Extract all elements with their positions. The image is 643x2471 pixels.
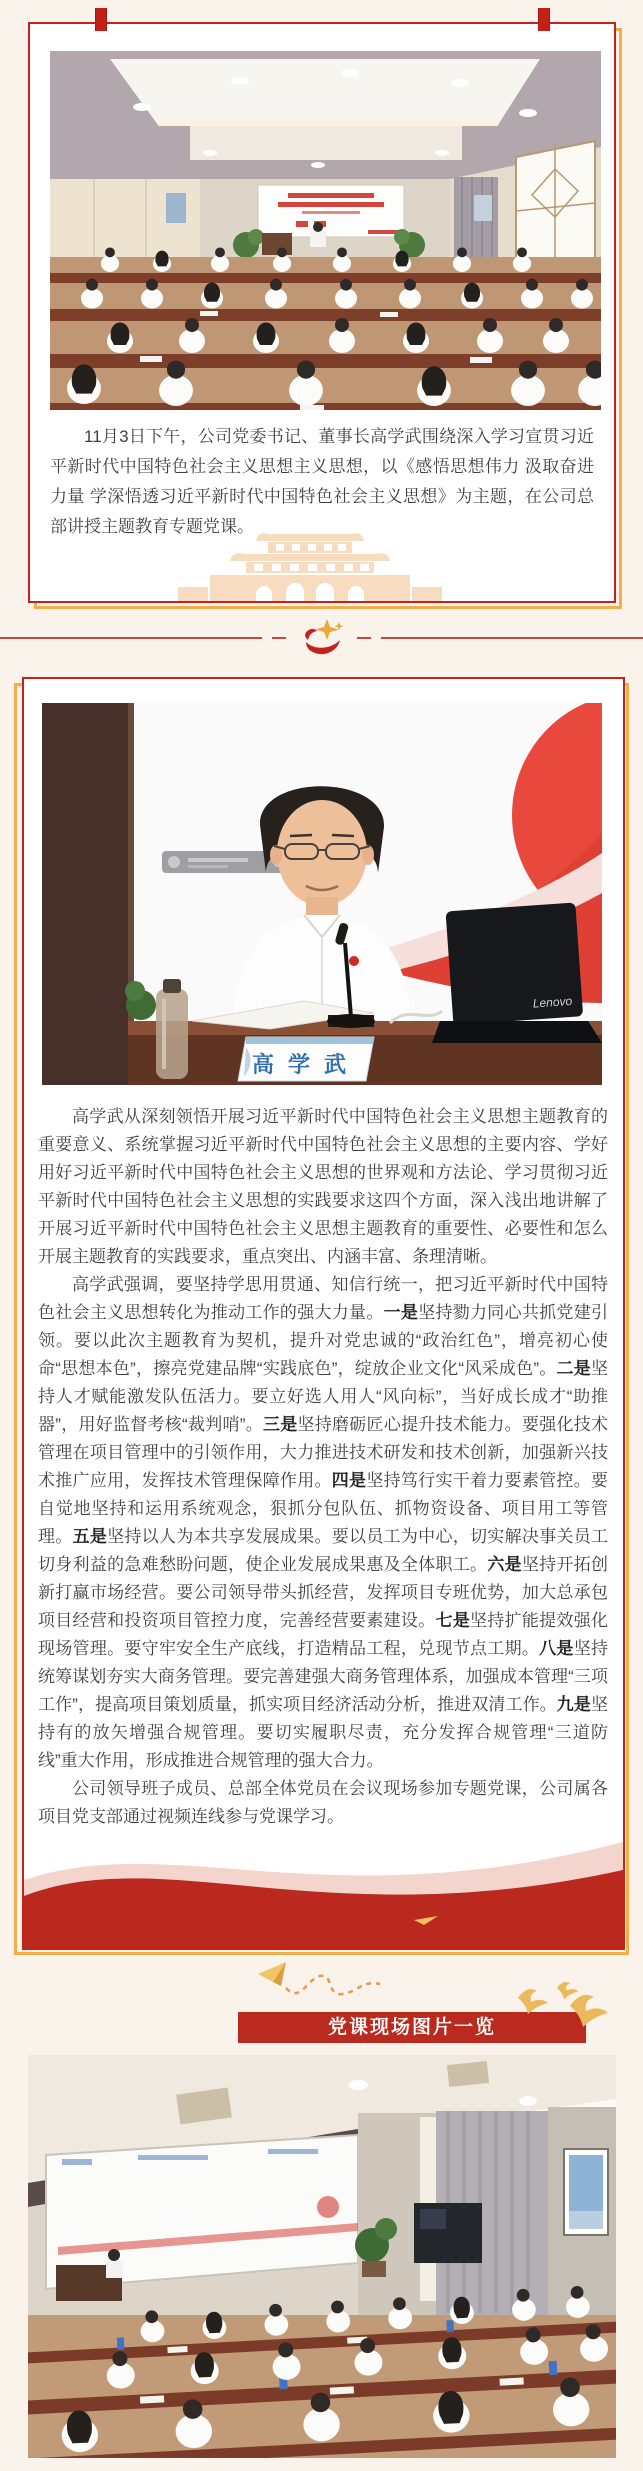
doves-icon [512,1980,617,2036]
name-plate-text: 高学武 [251,1052,361,1077]
photo-conference-room[interactable] [50,51,601,410]
emphasis-run: 七是 [435,1611,471,1630]
emphasis-run: 三是 [262,1415,298,1434]
paper-plane-doodle-icon [250,1958,410,2008]
wave-decoration [24,1828,623,1948]
frame-tab-right [538,8,550,31]
photo-speaker[interactable] [42,703,602,1085]
card2-paragraph-1: 高学武从深刻领悟开展习近平新时代中国特色社会主义思想主题教育的重要意义、系统掌握习近平新时代中国特色社会主义思想的主要内容、学好用好习近平新时代中国特色社会主义思想的世界观和方法论、学习贯彻习近平新时代中国特色社会主义思想的实践要求这四个方面，深入浅出地讲解了开展习近平新时代中国特色社会主义思想主题教育的重要性、必要性和怎么开展主题教育的实践要求，重点突出、内涵丰富、条理清晰。 [38,1107,608,1266]
card1-paragraph: 11月3日下午，公司党委书记、董事长高学武围绕深入学习宣贯习近平新时代中国特色社会主义思想主义思想，以《感悟思想伟力 汲取奋进力量 学深悟透习近平新时代中国特色社会主义思想》为主题，在公司总部讲授主题教育专题党课。 [50,427,594,536]
star-ribbon-emblem-icon [301,619,345,657]
laptop-brand-text: Lenovo [532,993,573,1011]
emphasis-run: 一是 [383,1303,419,1322]
card2-paragraph-2: 高学武强调，要坚持学思用贯通、知信行统一，把习近平新时代中国特色社会主义思想转化为推动工作的强大力量。一是坚持勠力同心共抓党建引领。要以此次主题教育为契机，提升对党忠诚的“政治红色”，增亮初心使命“思想本色”，擦亮党建品牌“实践底色”，绽放企业文化“风采成色”。二是坚持人才赋能激发队伍活力。要立好选人用人“风向标”，当好成长成才“助推器”，用好监督考核“裁判哨”。三是坚持磨砺匠心提升技术能力。要强化技术管理在项目管理中的引领作用，大力推进技术研发和技术创新，加强新兴技术推广应用，发挥技术管理保障作用。四是坚持笃行实干着力要素管控。要自觉地坚持和运用系统观念，狠抓分包队伍、抓物资设备、项目用工等管理。五是坚持以人为本共享发展成果。要以员工为中心，切实解决事关员工切身利益的急难愁盼问题，使企业发展成果惠及全体职工。六是坚持开拓创新打赢市场经营。要公司领导带头抓经营，发挥项目专班优势，加大总承包项目经营和投资项目管控力度，完善经营要素建设。七是坚持扩能提效强化现场管理。要守牢安全生产底线，打造精品工程，兑现节点工期。八是坚持统筹谋划夯实大商务管理。要完善建强大商务管理体系，加强成本管理“三项工作”，提高项目策划质量，抓实项目经济活动分析，推进双清工作。九是坚持有的放矢增强合规管理。要切实履职尽责，充分发挥合规管理“三道防线”重大作用，形成推进合规管理的强大合力。 [38,1275,609,1770]
photo-conference-room-2[interactable] [28,2055,616,2458]
divider-dash-left [272,637,286,639]
emphasis-run: 四是 [331,1471,367,1490]
card2 [22,677,625,1950]
emphasis-run: 六是 [487,1555,522,1574]
emphasis-run: 八是 [539,1639,574,1658]
emphasis-run: 九是 [556,1695,591,1714]
tiananmen-watermark-icon [170,529,450,603]
card2-text [38,1103,608,1831]
card1-text [50,422,594,542]
card2-paragraph-3: 公司领导班子成员、总部全体党员在会议现场参加专题党课，公司属各项目党支部通过视频连线参与党课学习。 [38,1779,608,1826]
card1 [28,22,616,603]
frame-tab-left [95,8,107,31]
emphasis-run: 二是 [556,1359,592,1378]
emphasis-run: 五是 [72,1527,108,1546]
divider-line-right [381,637,643,639]
section-banner-label: 党课现场图片一览 [327,2017,496,2038]
divider-line-left [0,637,262,639]
divider-dash-right [357,637,371,639]
